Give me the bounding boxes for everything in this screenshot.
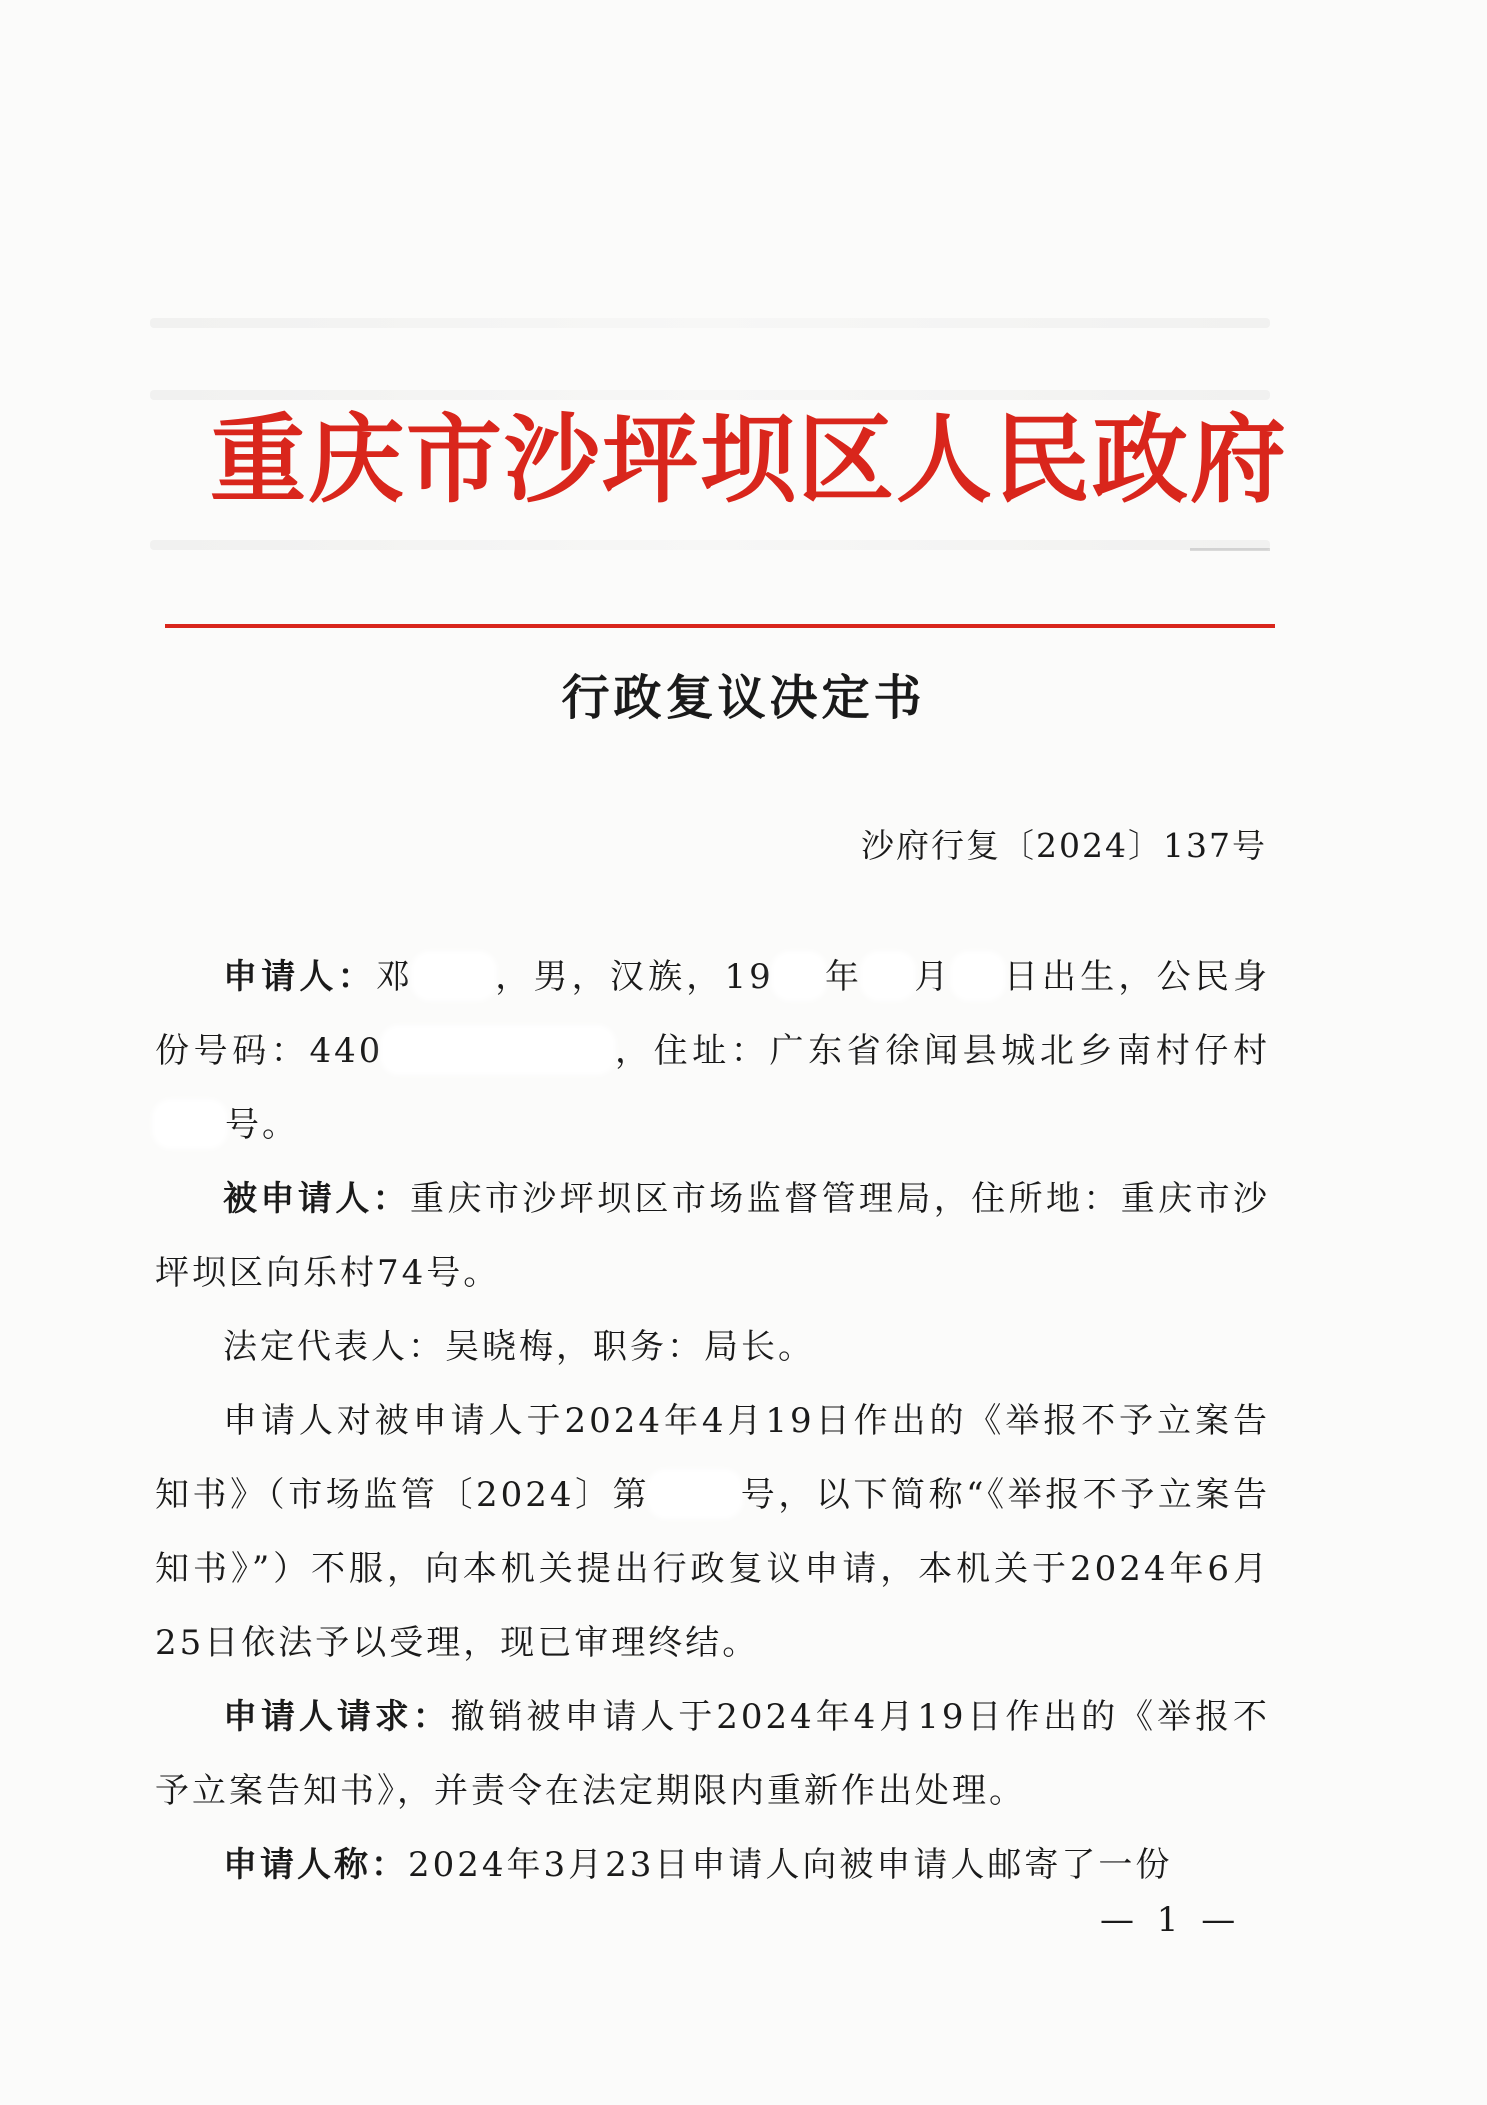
bleed-through-mark (150, 540, 1270, 550)
document-body (155, 940, 1270, 1902)
redaction-mask (953, 954, 1003, 998)
applicant-text: 日出生，公民身份号码：440 (155, 957, 1271, 1071)
request-label: 申请人请求： (223, 1697, 451, 1737)
bleed-through-mark (150, 390, 1270, 400)
redaction-mask (414, 954, 494, 998)
document-number: 沙府行复〔2024〕137号 (861, 826, 1267, 865)
respondent-label: 被申请人： (223, 1179, 411, 1219)
redaction-mask (155, 1102, 225, 1146)
respondent-text: 重庆市沙坪坝区市场监督管理局，住所地：重庆市沙坪坝区向乐村74号。 (155, 1179, 1271, 1293)
applicant-text: 年 (823, 957, 864, 997)
applicant-paragraph (155, 940, 1270, 1162)
claim-text: 2024年3月23日申请人向被申请人邮寄了一份 (408, 1845, 1173, 1885)
request-text: 撤销被申请人于2024年4月19日作出的《举报不予立案告知书》，并责令在法定期限内重新作出处理。 (155, 1697, 1271, 1811)
applicant-text: ，住址：广东省徐闻县城北乡南村仔村 (613, 1031, 1270, 1071)
red-divider-line (165, 624, 1275, 628)
applicant-name: 邓 (375, 957, 415, 997)
applicant-text: 月 (913, 957, 953, 997)
page-number: — 1 — (1100, 1900, 1242, 1940)
document-title: 行政复议决定书 (561, 670, 926, 726)
intro-paragraph (155, 1384, 1270, 1680)
claim-paragraph (155, 1828, 1270, 1902)
applicant-text: ，男，汉族，19 (494, 957, 774, 997)
redaction-mask (383, 1028, 613, 1072)
applicant-label: 申请人： (223, 957, 376, 997)
claim-label: 申请人称： (223, 1845, 408, 1885)
applicant-text: 号。 (225, 1105, 299, 1145)
scan-speck (1190, 548, 1270, 551)
redaction-mask (650, 1472, 740, 1516)
respondent-paragraph (155, 1162, 1270, 1310)
intro-text: 号，以下简称“《举报不予立案告知书》”）不服，向本机关提出行政复议申请，本机关于2024年6月25日依法予以受理，现已审理终结。 (155, 1475, 1270, 1663)
intro-text: 申请人对被申请人于2024年4月19日作出的《举报不予立案告知书》（市场监管〔2024〕第 (155, 1401, 1270, 1515)
bleed-through-mark (150, 318, 1270, 328)
redaction-mask (774, 954, 824, 998)
redaction-mask (863, 954, 913, 998)
legal-representative: 法定代表人：吴晓梅，职务：局长。 (223, 1327, 815, 1367)
issuer-masthead: 重庆市沙坪坝区人民政府 (210, 403, 1288, 516)
request-paragraph (155, 1680, 1270, 1828)
